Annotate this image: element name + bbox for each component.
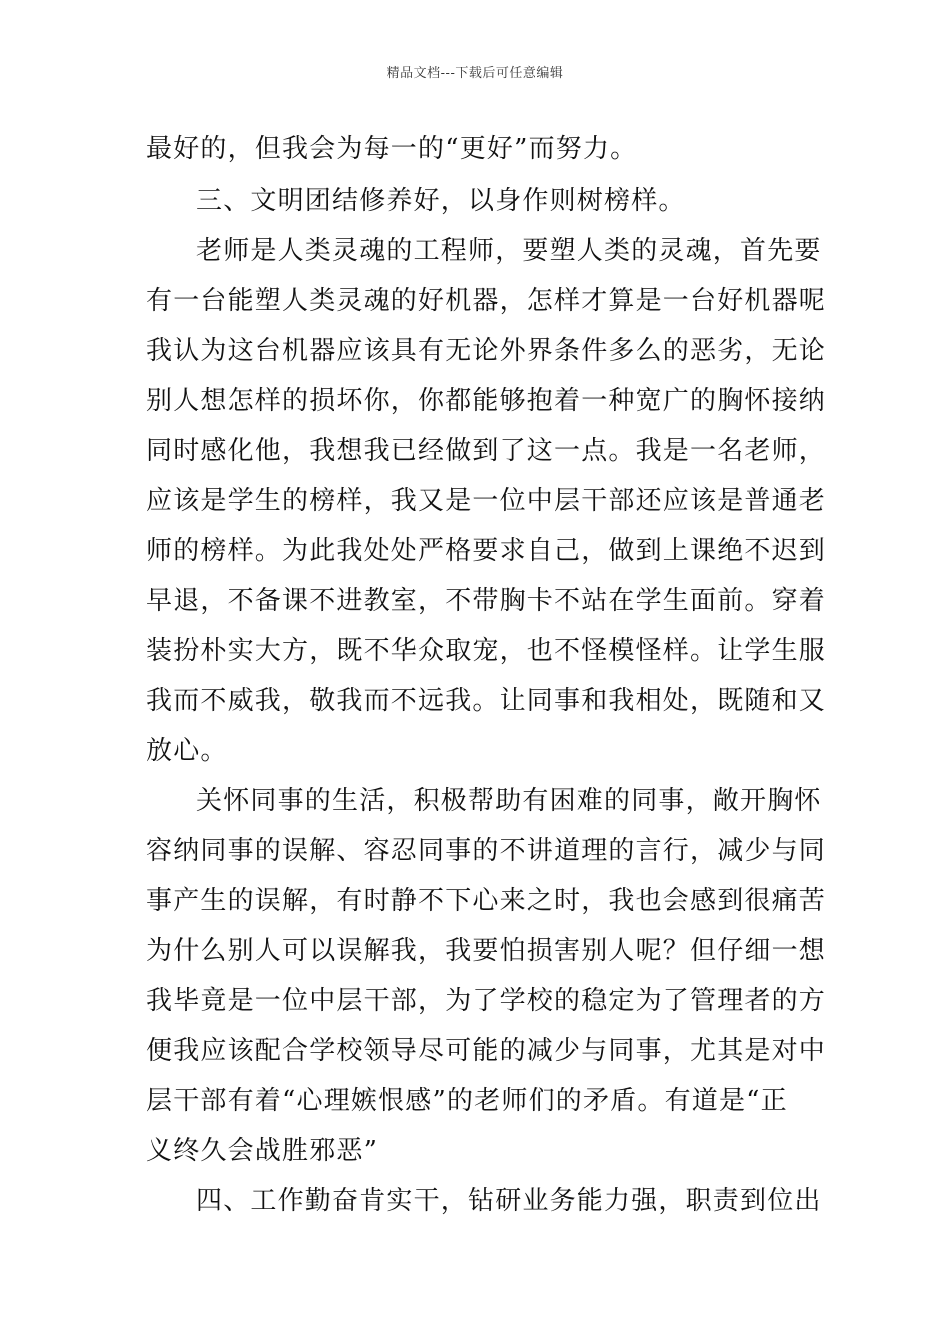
page-header: 精品文档---下载后可任意编辑 [386,66,564,81]
text-line: 我而不威我，敬我而不远我。让同事和我相处，既随和又 [146,686,827,716]
text-line: 关怀同事的生活，积极帮助有困难的同事，敞开胸怀 [196,786,822,816]
text-line: 义终久会战胜邪恶” [146,1136,379,1166]
section-heading: 四、工作勤奋肯实干，钻研业务能力强，职责到位出 [196,1186,822,1216]
text-line: 为什么别人可以误解我，我要怕损害别人呢？但仔细一想 [146,936,827,966]
text-line: 放心。 [146,736,228,766]
text-line: 别人想怎样的损坏你，你都能够抱着一种宽广的胸怀接纳 [146,386,827,416]
section-heading: 三、文明团结修养好，以身作则树榜样。 [196,186,686,216]
text-line: 层干部有着“心理嫉恨感”的老师们的矛盾。有道是“正 [146,1086,788,1116]
text-line: 早退，不备课不进教室，不带胸卡不站在学生面前。穿着 [146,586,827,616]
text-line: 容纳同事的误解、容忍同事的不讲道理的言行，减少与同 [146,836,827,866]
text-line: 我认为这台机器应该具有无论外界条件多么的恶劣，无论 [146,336,827,366]
text-line: 老师是人类灵魂的工程师，要塑人类的灵魂，首先要 [196,236,822,266]
text-line: 便我应该配合学校领导尽可能的减少与同事，尤其是对中 [146,1036,827,1066]
text-line: 装扮朴实大方，既不华众取宠，也不怪模怪样。让学生服 [146,636,827,666]
text-line: 我毕竟是一位中层干部，为了学校的稳定为了管理者的方 [146,986,827,1016]
text-line: 有一台能塑人类灵魂的好机器，怎样才算是一台好机器呢 [146,286,827,316]
text-line: 事产生的误解，有时静不下心来之时，我也会感到很痛苦 [146,886,827,916]
text-line: 最好的，但我会为每一的“更好”而努力。 [146,134,638,164]
text-line: 应该是学生的榜样，我又是一位中层干部还应该是普通老 [146,486,827,516]
text-line: 师的榜样。为此我处处严格要求自己，做到上课绝不迟到 [146,536,827,566]
text-line: 同时感化他，我想我已经做到了这一点。我是一名老师， [146,436,827,466]
